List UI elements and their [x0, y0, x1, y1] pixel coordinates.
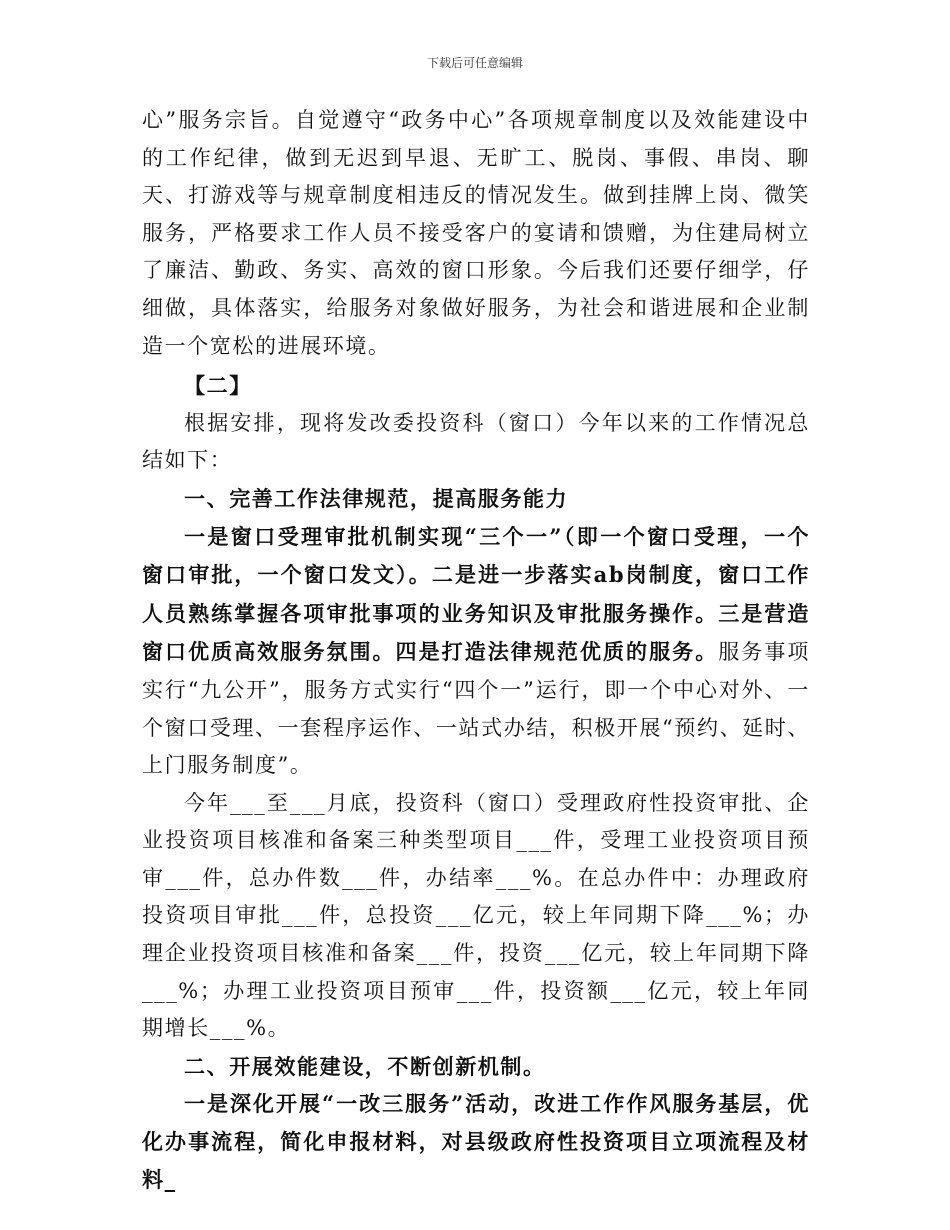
paragraph-window-mechanism: [142, 518, 810, 785]
document-body: [142, 102, 810, 1198]
paragraph-service-purpose: 心”服务宗旨。自觉遵守“政务中心”各项规章制度以及效能建设中的工作纪律，做到无迟到早退、无旷工、脱岗、事假、串岗、聊天、打游戏等与规章制度相违反的情况发生。做到挂牌上岗、微笑服务，严格要求工作人员不接受客户的宴请和馈赠，为住建局树立了廉洁、勤政、务实、高效的窗口形象。今后我们还要仔细学，仔细做，具体落实，给服务对象做好服务，为社会和谐进展和企业制造一个宽松的进展环境。: [142, 108, 810, 358]
section-title-two: 【二】: [184, 373, 252, 399]
paragraph-window-mechanism-normal: 服务事项实行“九公开”，服务方式实行“四个一”运行，即一个中心对外、一个窗口受理、一套程序运作、一站式办结，积极开展“预约、延时、上门服务制度”。: [142, 640, 810, 778]
paragraph-intro: 根据安排，现将发改委投资科（窗口）今年以来的工作情况总结如下：: [142, 410, 810, 473]
page-header: 下载后可任意编辑: [426, 56, 523, 70]
paragraph-window-mechanism-bold: 一是窗口受理审批机制实现“三个一”（即一个窗口受理，一个窗口审批，一个窗口发文）。二是进一步落实ab岗制度，窗口工作人员熟练掌握各项审批事项的业务知识及审批服务操作。三是营造窗口优质高效服务氛围。四是打造法律规范优质的服务。: [142, 523, 810, 665]
paragraph-reform: 一是深化开展“一改三服务”活动，改进工作作风服务基层，优化办事流程，简化申报材料，对县级政府性投资项目立项流程及材料_: [142, 1091, 810, 1192]
paragraph-statistics: 今年___至___月底，投资科（窗口）受理政府性投资审批、企业投资项目核准和备案三种类型项目___件，受理工业投资项目预审___件，总办件数___件，办结率___%。在总办件中：办理政府投资项目审批___件，总投资___亿元，较上年同期下降___%；办理企业投资项目核准和备案___件，投资___亿元，较上年同期下降___%；办理工业投资项目预审___件，投资额___亿元，较上年同期增长___%。: [142, 790, 810, 1041]
heading-two: 二、开展效能建设，不断创新机制。: [184, 1053, 546, 1079]
heading-one: 一、完善工作法律规范，提高服务能力: [184, 485, 569, 511]
